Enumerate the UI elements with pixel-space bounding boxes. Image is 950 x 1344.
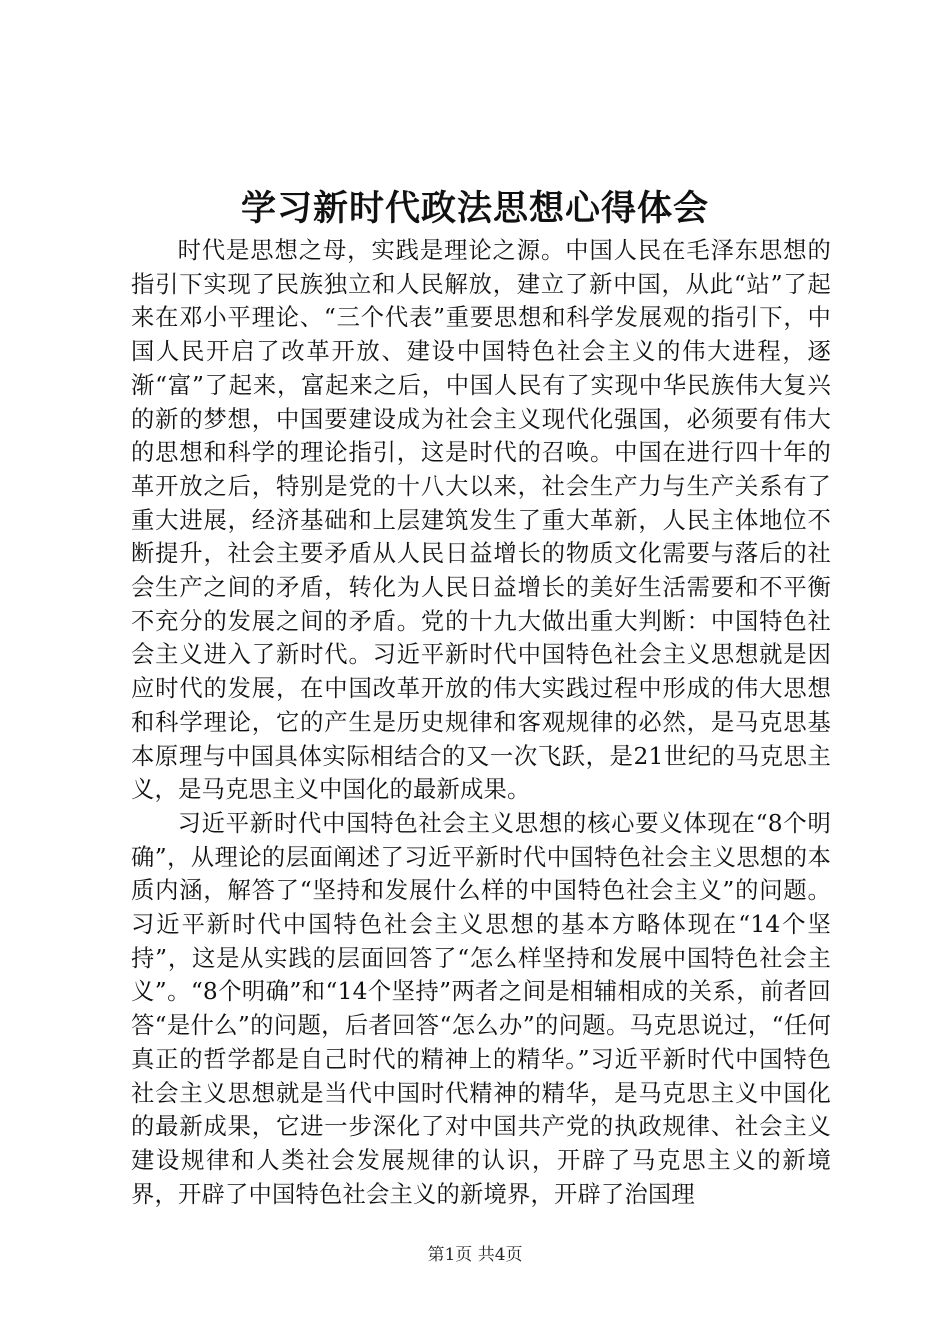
document-title: 学习新时代政法思想心得体会 <box>240 188 709 229</box>
document-body <box>131 234 831 1211</box>
page-number-footer: 第1页 共4页 <box>427 1245 523 1265</box>
body-paragraph-2: 习近平新时代中国特色社会主义思想的核心要义体现在“8个明确”，从理论的层面阐述了习近平新时代中国特色社会主义思想的本质内涵，解答了“坚持和发展什么样的中国特色社会主义”的问题。习近平新时代中国特色社会主义思想的基本方略体现在“14个坚持”，这是从实践的层面回答了“怎么样坚持和发展中国特色社会主义”。“8个明确”和“14个坚持”两者之间是相辅相成的关系，前者回答“是什么”的问题，后者回答“怎么办”的问题。马克思说过，“任何真正的哲学都是自己时代的精神上的精华。”习近平新时代中国特色社会主义思想就是当代中国时代精神的精华，是马克思主义中国化的最新成果，它进一步深化了对中国共产党的执政规律、社会主义建设规律和人类社会发展规律的认识，开辟了马克思主义的新境界，开辟了中国特色社会主义的新境界，开辟了治国理 <box>131 809 831 1208</box>
body-paragraph-1: 时代是思想之母，实践是理论之源。中国人民在毛泽东思想的指引下实现了民族独立和人民解放，建立了新中国，从此“站”了起来在邓小平理论、“三个代表”重要思想和科学发展观的指引下，中国人民开启了改革开放、建设中国特色社会主义的伟大进程，逐渐“富”了起来，富起来之后，中国人民有了实现中华民族伟大复兴的新的梦想，中国要建设成为社会主义现代化强国，必须要有伟大的思想和科学的理论指引，这是时代的召唤。中国在进行四十年的革开放之后，特别是党的十八大以来，社会生产力与生产关系有了重大进展，经济基础和上层建筑发生了重大革新，人民主体地位不断提升，社会主要矛盾从人民日益增长的物质文化需要与落后的社会生产之间的矛盾，转化为人民日益增长的美好生活需要和不平衡不充分的发展之间的矛盾。党的十九大做出重大判断：中国特色社会主义进入了新时代。习近平新时代中国特色社会主义思想就是因应时代的发展，在中国改革开放的伟大实践过程中形成的伟大思想和科学理论，它的产生是历史规律和客观规律的必然，是马克思基本原理与中国具体实际相结合的又一次飞跃，是21世纪的马克思主义，是马克思主义中国化的最新成果。 <box>131 237 831 804</box>
